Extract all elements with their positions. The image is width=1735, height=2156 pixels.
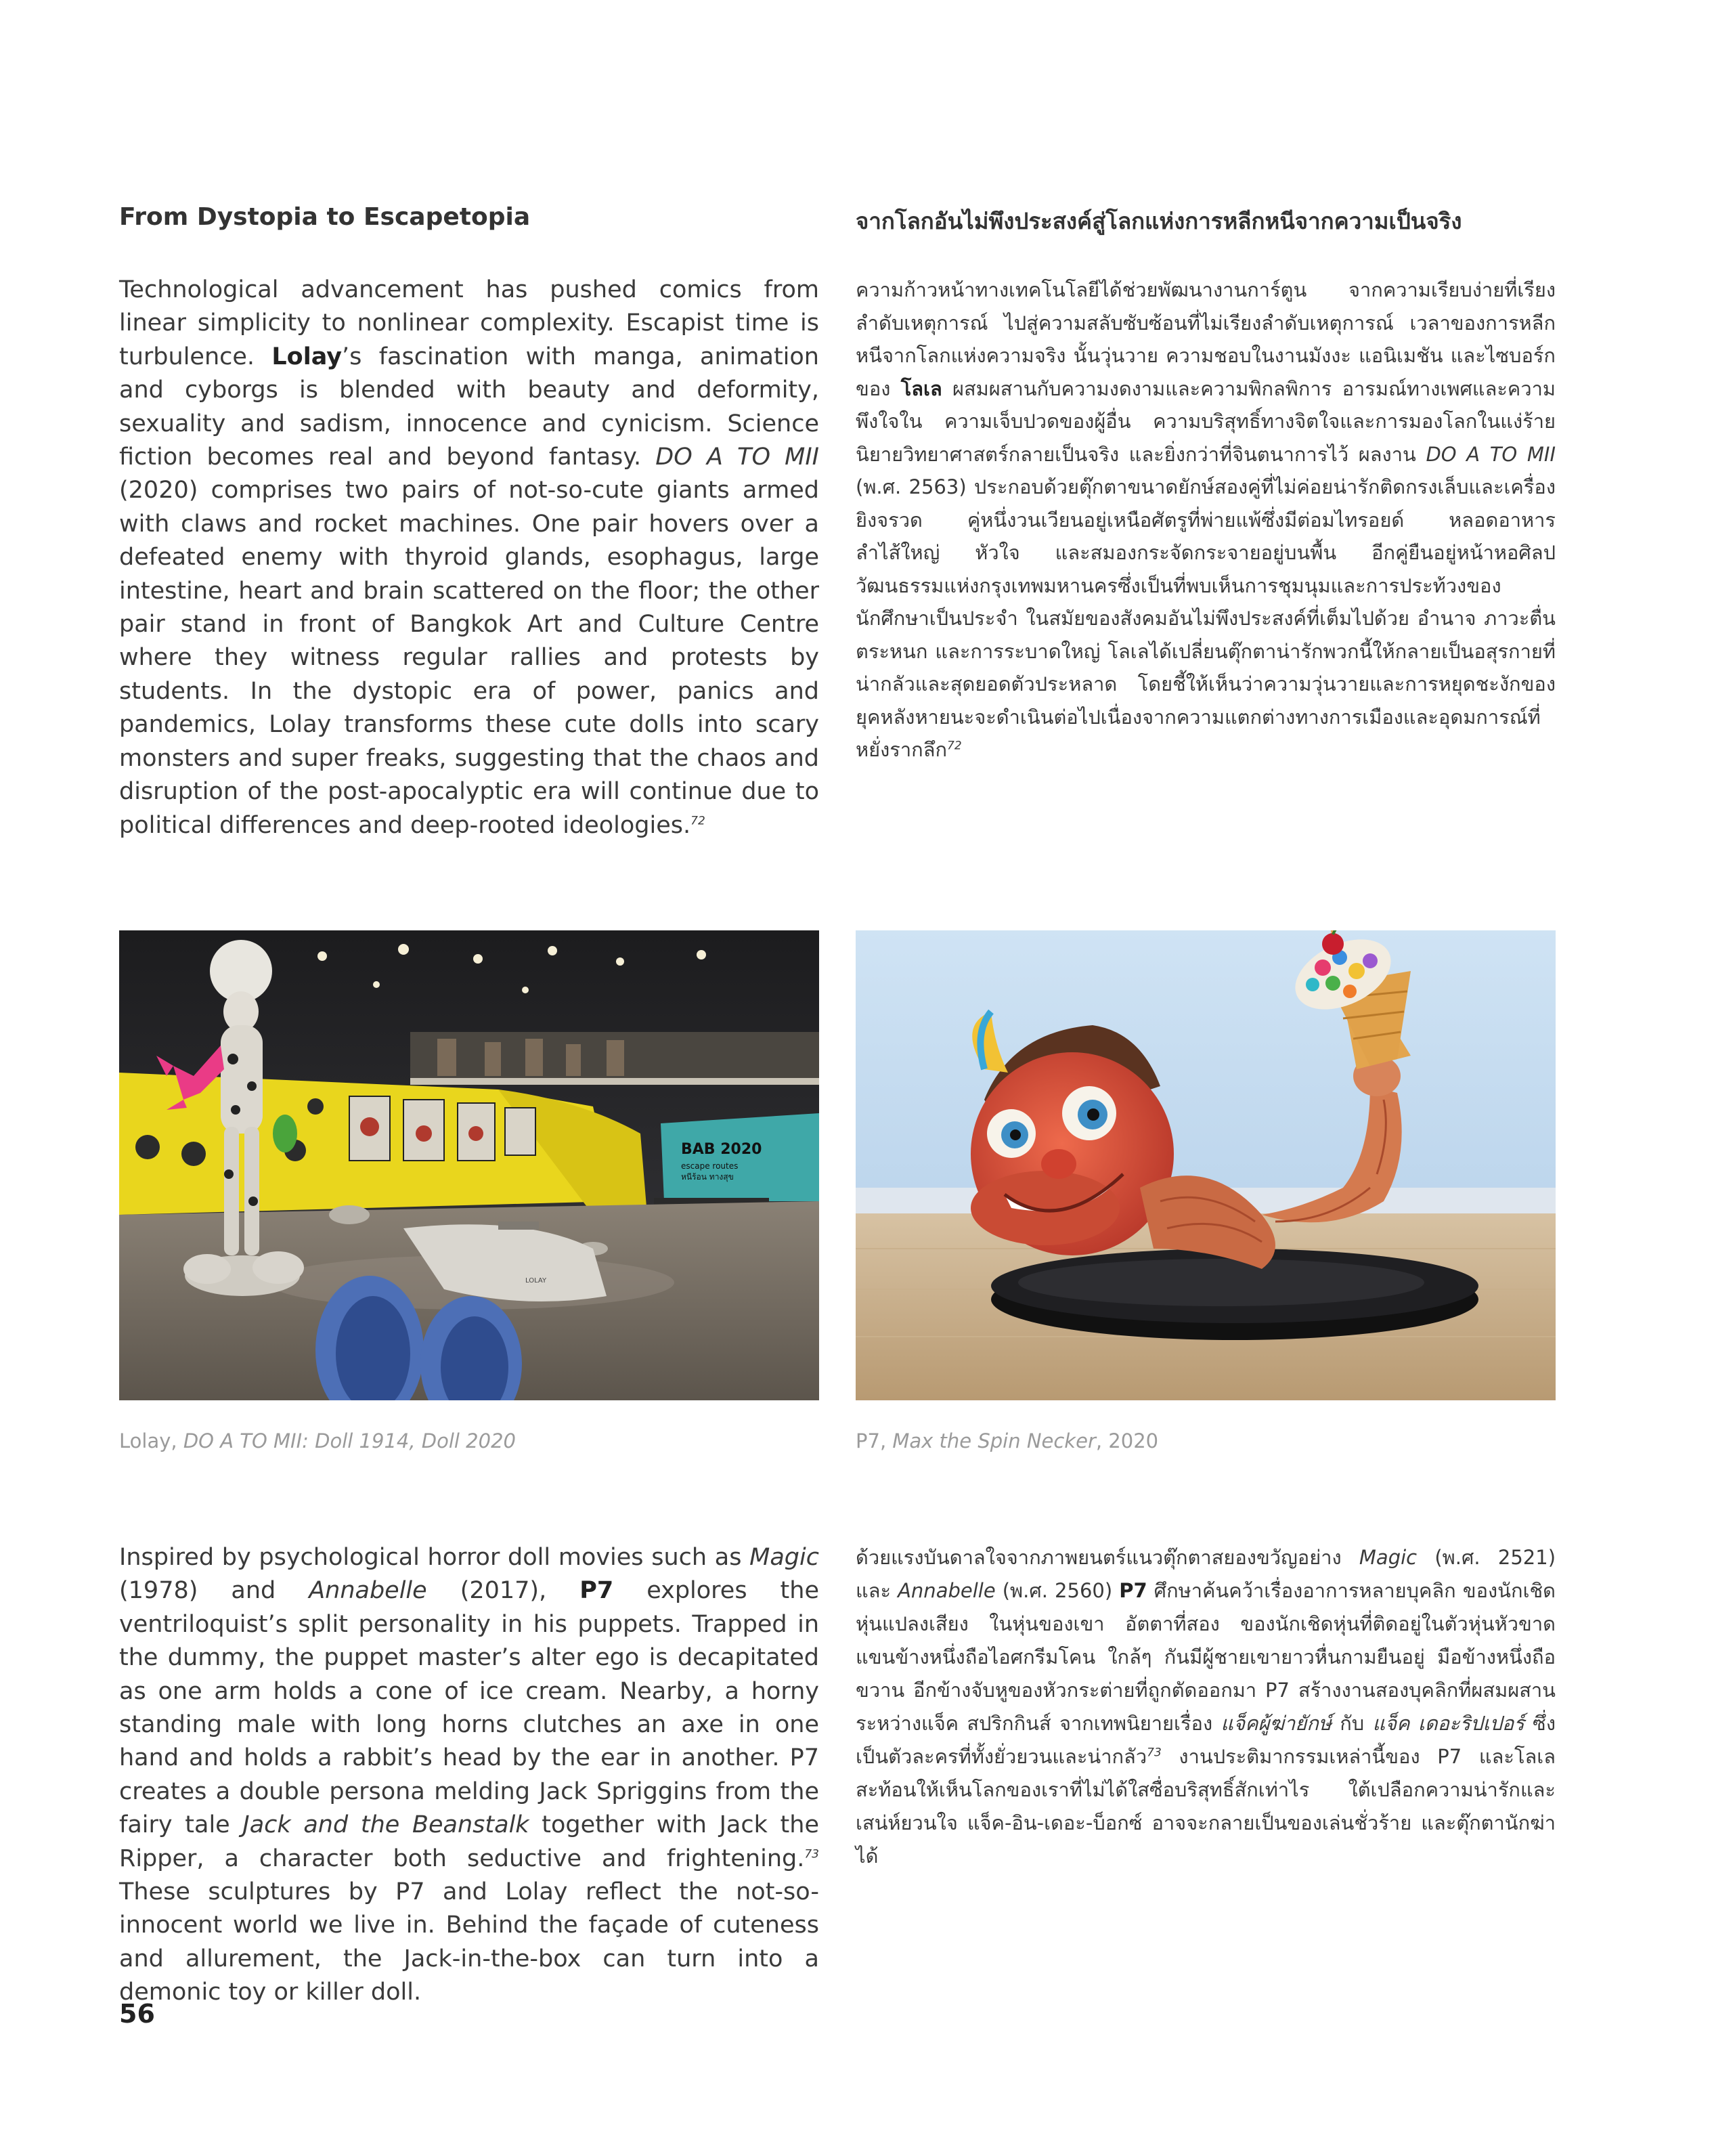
footnote-ref: 73: [804, 1847, 819, 1861]
page-number: 56: [119, 1999, 155, 2029]
suit-text: LOLAY: [525, 1277, 547, 1285]
artist-name: P7: [1119, 1579, 1147, 1602]
artwork-title: DO A TO MII: [1426, 442, 1556, 466]
image-caption-1: Lolay, DO A TO MII: Doll 1914, Doll 2020: [119, 1429, 516, 1452]
sign-text-line1: BAB 2020: [681, 1141, 762, 1158]
footnote-ref: 72: [690, 813, 705, 827]
lolay-installation-photo: [119, 930, 819, 1400]
footnote-ref: 73: [1147, 1746, 1162, 1760]
image-caption-2: P7, Max the Spin Necker, 2020: [856, 1429, 1159, 1452]
artist-name: Lolay: [271, 343, 343, 370]
section-heading-thai: จากโลกอันไม่พึงประสงค์สู่โลกแห่งการหลีกหนีจากความเป็นจริง: [856, 208, 1462, 234]
artist-name: โลเล: [900, 376, 942, 400]
sign-text-line3: หนีร้อน ทางสุข: [681, 1172, 734, 1182]
artist-name: P7: [579, 1577, 614, 1605]
intro-paragraph-english: Technological advancement has pushed comics from linear simplicity to nonlinear complexity. Escapist time is turbulence. Lolay’s fascination with manga, animation and cyborgs is blended with beauty and deformity, sexuality and sadism, innocence and cynicism. Science fiction becomes real and beyond fantasy. DO A TO MII (2020) comprises two pairs of not-so-cute giants armed with claws and rocket machines. One pair hovers over a defeated enemy with thyroid glands, esophagus, large intestine, heart and brain scattered on the floor; the other pair stand in front of Bangkok Art and Culture Centre where they witness regular rallies and protests by students. In the dystopic era of power, panics and pandemics, Lolay transforms these cute dolls into scary monsters and super freaks, suggesting that the chaos and disruption of the post-apocalyptic era will continue due to political differences and deep-rooted ideologies.$^{72}$: [119, 276, 820, 839]
body-paragraph-thai: ด้วยแรงบันดาลใจจากภาพยนตร์แนวตุ๊กตาสยองขวัญอย่าง Magic (พ.ศ. 2521) และ Annabelle (พ.ศ. 2560) P7 ศึกษาค้นคว้าเรื่องอาการหลายบุคลิก ของนักเชิดหุ่นแปลงเสียง ในหุ่นของเขา อัตตาที่สอง ของนักเชิดหุ่นที่ติดอยู่ในตัวหุ่นหัวขาด แขนข้างหนึ่งถือไอศกรีมโคน ใกล้ๆ กันมีผู้ชายเขายาวหื่นกามยืนอยู่ มือข้างหนึ่งถือขวาน อีกข้างจับหูของหัวกระต่ายที่ถูกตัดออกมา P7 สร้างงานสองบุคลิกที่ผสมผสานระหว่างแจ็ค สปริกกินส์ จากเทพนิยายเรื่อง แจ็คผู้ฆ่ายักษ์ กับ แจ็ค เดอะริปเปอร์ ซึ่งเป็นตัวละครที่ทั้งยั่วยวนและน่ากลัว$^{73}$ งานประติมากรรมเหล่านี้ของ P7 และโลเล สะท้อนให้เห็นโลกของเราที่ไม่ได้ใสซื่อบริสุทธิ์สักเท่าไร ใต้เปลือกความน่ารักและเสน่ห์ยวนใจ แจ็ค-อิน-เดอะ-บ็อกซ์ อาจจะกลายเป็นของเล่นชั่วร้าย และตุ๊กตานักฆ่าได้: [856, 1546, 1556, 1868]
body-paragraph-english: Inspired by psychological horror doll movies such as Magic (1978) and Annabelle (2017), P7 explores the ventriloquist’s split personality in his puppets. Trapped in the dummy, the puppet master’s alter ego is decapitated as one arm holds a cone of ice cream. Nearby, a horny standing male with long horns clutches an axe in one hand and holds a rabbit’s head by the ear in another. P7 creates a double persona melding Jack Spriggins from the fairy tale Jack and the Beanstalk together with Jack the Ripper, a character both seductive and frightening.$^{73}$ These sculptures by P7 and Lolay reflect the not-so-innocent world we live in. Behind the façade of cuteness and allurement, the Jack-in-the-box can turn into a demonic toy or killer doll.: [119, 1544, 819, 2006]
intro-paragraph-thai: ความก้าวหน้าทางเทคโนโลยีได้ช่วยพัฒนางานการ์ตูน จากความเรียบง่ายที่เรียงลำดับเหตุการณ์ ไปสู่ความสลับซับซ้อนที่ไม่เรียงลำดับเหตุการณ์ เวลาของการหลีกหนีจากโลกแห่งความจริง นั้นวุ่นวาย ความชอบในงานมังงะ แอนิเมชัน และไซบอร์กของ โลเล ผสมผสานกับความงดงามและความพิกลพิการ อารมณ์ทางเพศและความพึงใจใน ความเจ็บปวดของผู้อื่น ความบริสุทธิ์ทางจิตใจและการมองโลกในแง่ร้าย นิยายวิทยาศาสตร์กลายเป็นจริง และยิ่งกว่าที่จินตนาการไว้ ผลงาน DO A TO MII (พ.ศ. 2563) ประกอบด้วยตุ๊กตาขนาดยักษ์สองคู่ที่ไม่ค่อยน่ารักติดกรงเล็บและเครื่องยิงจรวด คู่หนึ่งวนเวียนอยู่เหนือศัตรูที่พ่ายแพ้ซึ่งมีต่อมไทรอยด์ หลอดอาหาร ลำไส้ใหญ่ หัวใจ และสมองกระจัดกระจายอยู่บนพื้น อีกคู่ยืนอยู่หน้าหอศิลปวัฒนธรรมแห่งกรุงเทพมหานครซึ่งเป็นที่พบเห็นการชุมนุมและการประท้วงของนักศึกษาเป็นประจำ ในสมัยของสังคมอันไม่พึงประสงค์ที่เต็มไปด้วย อำนาจ ภาวะตื่นตระหนก และการระบาดใหญ่ โลเลได้เปลี่ยนตุ๊กตาน่ารักพวกนี้ให้กลายเป็นอสุรกายที่น่ากลัวและสุดยอดตัวประหลาด โดยชี้ให้เห็นว่าความวุ่นวายและการหยุดชะงักของยุคหลังหายนะจะดำเนินต่อไปเนื่องจากความแตกต่างทางการเมืองและอุดมการณ์ที่หยั่งรากลึก$^{72}$: [856, 278, 1556, 761]
footnote-ref: 72: [947, 739, 962, 753]
artwork-title: DO A TO MII: [655, 444, 820, 471]
sign-text-line2: escape routes: [681, 1161, 739, 1171]
section-heading-english: From Dystopia to Escapetopia: [119, 203, 531, 231]
p7-sculpture-photo: [856, 930, 1556, 1400]
